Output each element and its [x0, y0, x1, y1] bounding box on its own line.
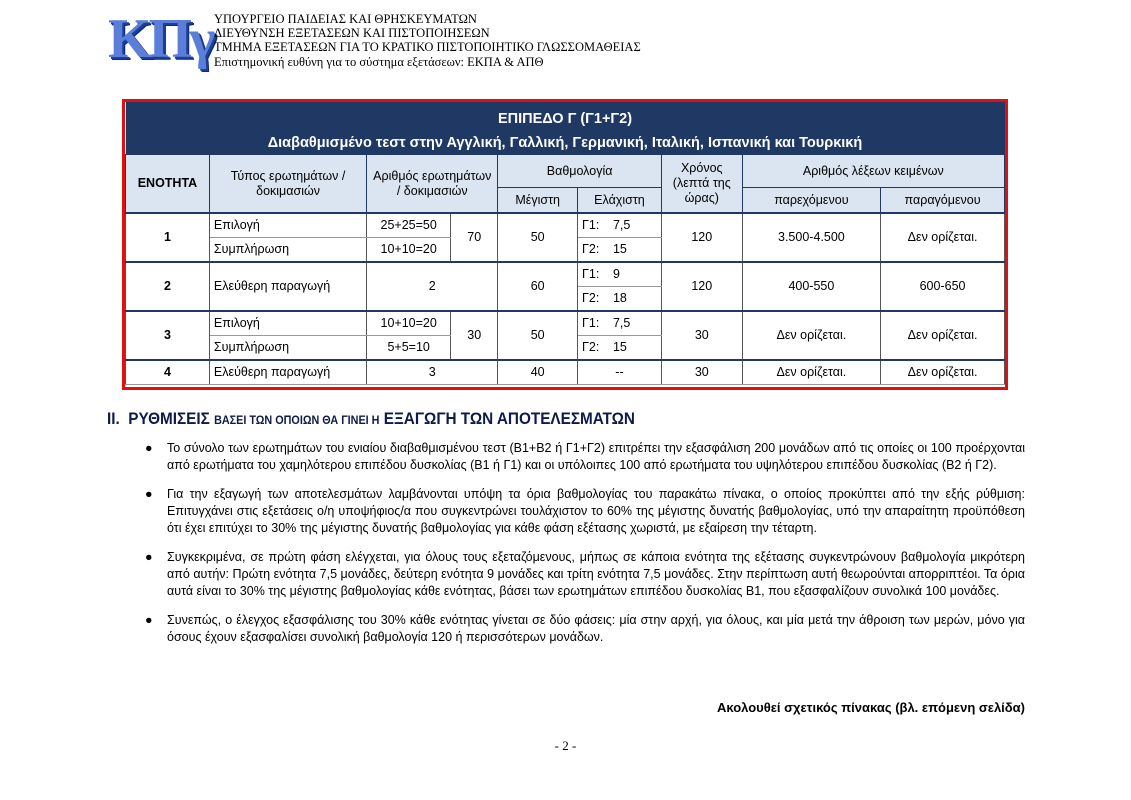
unit-number: 3 [126, 311, 210, 360]
table-row [126, 311, 1005, 336]
table-subtitle: Διαβαθμισμένο τεστ στην Αγγλική, Γαλλική, Γερμανική, Ιταλική, Ισπανική και Τουρκική [126, 132, 1005, 155]
level-c-table-frame [122, 99, 1008, 390]
min-level-label: Γ1: [578, 311, 609, 336]
header-grading: Βαθμολογία [498, 155, 662, 188]
question-type: Συμπλήρωση [209, 238, 366, 263]
question-type: Ελεύθερη παραγωγή [209, 360, 366, 385]
section-title-c: ΕΞΑΓΩΓΗ ΤΩΝ ΑΠΟΤΕΛΕΣΜΑΤΩΝ [383, 409, 635, 428]
header-unit: ΕΝΟΤΗΤΑ [126, 155, 210, 214]
question-type: Ελεύθερη παραγωγή [209, 262, 366, 311]
words-given: Δεν ορίζεται. [742, 360, 880, 385]
table-subtitle-row [126, 132, 1005, 155]
header-line-department: ΤΜΗΜΑ ΕΞΕΤΑΣΕΩΝ ΓΙΑ ΤΟ ΚΡΑΤΙΚΟ ΠΙΣΤΟΠΟΙΗΤΙΚΟ ΓΛΩΣΣΟΜΑΘΕΙΑΣ [214, 40, 641, 55]
time-minutes: 120 [661, 262, 742, 311]
question-total: 30 [451, 311, 498, 360]
words-produced: Δεν ορίζεται. [881, 311, 1005, 360]
list-item [145, 549, 1025, 600]
table-row [126, 360, 1005, 385]
header-row-1 [126, 155, 1005, 188]
list-item-text: Συγκεκριμένα, σε πρώτη φάση ελέγχεται, για όλους τους εξεταζόμενους, μήπως σε κάποια ενότητα της εξέτασης συγκεντρώνουν βαθμολογία μικρότερη από αυτήν: Πρώτη ενότητα 7,5 μονάδες, δεύτερη ενότητα 9 μονάδες και τρίτη ενότητα 7,5 μονάδες. Στην περίπτωση αυτή θεωρούνται απορριπτέοι. Τα όρια αυτά είναι το 30% της μέγιστης βαθμολογίας κάθε ενότητας, βάσει των ερωτημάτων επιπέδου δυσκολίας Β1, που εξασφαλίζουν συνολικά 100 μονάδες. [167, 550, 1025, 598]
header-time: Χρόνος (λεπτά της ώρας) [661, 155, 742, 214]
min-level-value: 15 [609, 336, 661, 361]
time-minutes: 120 [661, 213, 742, 262]
max-score: 50 [498, 311, 578, 360]
header-count: Αριθμός ερωτημάτων / δοκιμασιών [367, 155, 498, 214]
header-line-responsibility: Επιστημονική ευθύνη για το σύστημα εξετάσεων: ΕΚΠΑ & ΑΠΘ [214, 54, 544, 69]
list-item [145, 486, 1025, 537]
section-numeral: II. [107, 409, 120, 428]
table-row [126, 213, 1005, 238]
bullet-icon: ● [145, 487, 153, 501]
min-level-label: Γ2: [578, 336, 609, 361]
question-count: 25+25=50 [367, 213, 451, 238]
header-line-directorate: ΔΙΕΥΘΥΝΣΗ ΕΞΕΤΑΣΕΩΝ ΚΑΙ ΠΙΣΤΟΠΟΙΗΣΕΩΝ [214, 26, 490, 41]
unit-number: 2 [126, 262, 210, 311]
min-level-label: Γ2: [578, 287, 609, 312]
section-title-b: ΒΑΣΕΙ ΤΩΝ ΟΠΟΙΩΝ ΘΑ ΓΙΝΕΙ Η [214, 413, 380, 427]
words-given: 400-550 [742, 262, 880, 311]
min-level-value: 7,5 [609, 311, 661, 336]
question-total: 70 [451, 213, 498, 262]
question-count: 5+5=10 [367, 336, 451, 361]
min-level-label: Γ1: [578, 213, 609, 238]
max-score: 50 [498, 213, 578, 262]
section-title-a: ΡΥΘΜΙΣΕΙΣ [128, 409, 210, 428]
words-produced: Δεν ορίζεται. [881, 360, 1005, 385]
level-c-table [125, 102, 1005, 385]
words-produced: 600-650 [881, 262, 1005, 311]
min-score: -- [578, 360, 662, 385]
question-count: 10+10=20 [367, 311, 451, 336]
list-item-text: Το σύνολο των ερωτημάτων του ενιαίου διαβαθμισμένου τεστ (Β1+Β2 ή Γ1+Γ2) επιτρέπει την εξασφάλιση 200 μονάδων από τις οποίες οι 100 προέρχονται από ερωτήματα του χαμηλότερου επιπέδου δυσκολίας (Β1 ή Γ1) και οι υπόλοιπες 100 από ερωτήματα του υψηλότερου επιπέδου δυσκολίας (Β2 ή Γ2). [167, 441, 1025, 472]
unit-number: 1 [126, 213, 210, 262]
rules-list [145, 440, 1025, 658]
list-item-text: Για την εξαγωγή των αποτελεσμάτων λαμβάνονται υπόψη τα όρια βαθμολογίας του παρακάτω πίνακα, ο οποίος προκύπτει από την εξής ρύθμιση: Επιτυγχάνει στις εξετάσεις ο/η υποψήφιος/α που συγκεντρώνει τουλάχιστον το 60% της μέγιστης δυνατής βαθμολογίας, υπό την απαραίτητη προϋπόθεση ότι έχει επιτύχει το 30% της μέγιστης δυνατής βαθμολογίας για κάθε φάση εξέτασης χωριστά, με εξαίρεση την τέταρτη. [167, 487, 1025, 535]
page-number: - 2 - [554, 738, 577, 753]
min-level-value: 9 [609, 262, 661, 287]
bullet-icon: ● [145, 613, 153, 627]
min-level-label: Γ2: [578, 238, 609, 263]
header-min: Ελάχιστη [578, 188, 662, 214]
table-row [126, 262, 1005, 287]
max-score: 40 [498, 360, 578, 385]
time-minutes: 30 [661, 311, 742, 360]
question-count: 3 [367, 360, 498, 385]
unit-number: 4 [126, 360, 210, 385]
question-count: 2 [367, 262, 498, 311]
header-lines [214, 12, 641, 69]
bullet-icon: ● [145, 441, 153, 455]
max-score: 60 [498, 262, 578, 311]
words-given: Δεν ορίζεται. [742, 311, 880, 360]
header-words: Αριθμός λέξεων κειμένων [742, 155, 1004, 188]
min-level-label: Γ1: [578, 262, 609, 287]
follow-note: Ακολουθεί σχετικός πίνακας (βλ. επόμενη σελίδα) [716, 700, 1025, 715]
ministry-logo [108, 8, 213, 70]
table-title-row [126, 102, 1005, 132]
header-line-ministry: ΥΠΟΥΡΓΕΙΟ ΠΑΙΔΕΙΑΣ ΚΑΙ ΘΡΗΣΚΕΥΜΑΤΩΝ [214, 12, 477, 26]
table-title: ΕΠΙΠΕΔΟ Γ (Γ1+Γ2) [126, 102, 1005, 132]
header-given: παρεχόμενου [742, 188, 880, 214]
header-produced: παραγόμενου [881, 188, 1005, 214]
time-minutes: 30 [661, 360, 742, 385]
question-type: Συμπλήρωση [209, 336, 366, 361]
logo-text: ΚΠγ [108, 8, 213, 70]
list-item [145, 440, 1025, 474]
min-level-value: 15 [609, 238, 661, 263]
question-type: Επιλογή [209, 213, 366, 238]
section-heading [107, 409, 635, 429]
list-item-text: Συνεπώς, ο έλεγχος εξασφάλισης του 30% κάθε ενότητας γίνεται σε δύο φάσεις: μία στην αρχή, για όλους, και μία μετά την άθροιση των μερών, μόνο για όσους έχουν εξασφαλίσει συνολική βαθμολογία 120 ή περισσότερων μονάδων. [167, 613, 1025, 644]
min-level-value: 18 [609, 287, 661, 312]
words-produced: Δεν ορίζεται. [881, 213, 1005, 262]
header-type: Τύπος ερωτημάτων / δοκιμασιών [209, 155, 366, 214]
words-given: 3.500-4.500 [742, 213, 880, 262]
question-count: 10+10=20 [367, 238, 451, 263]
question-type: Επιλογή [209, 311, 366, 336]
header-max: Μέγιστη [498, 188, 578, 214]
bullet-icon: ● [145, 550, 153, 564]
list-item [145, 612, 1025, 646]
min-level-value: 7,5 [609, 213, 661, 238]
